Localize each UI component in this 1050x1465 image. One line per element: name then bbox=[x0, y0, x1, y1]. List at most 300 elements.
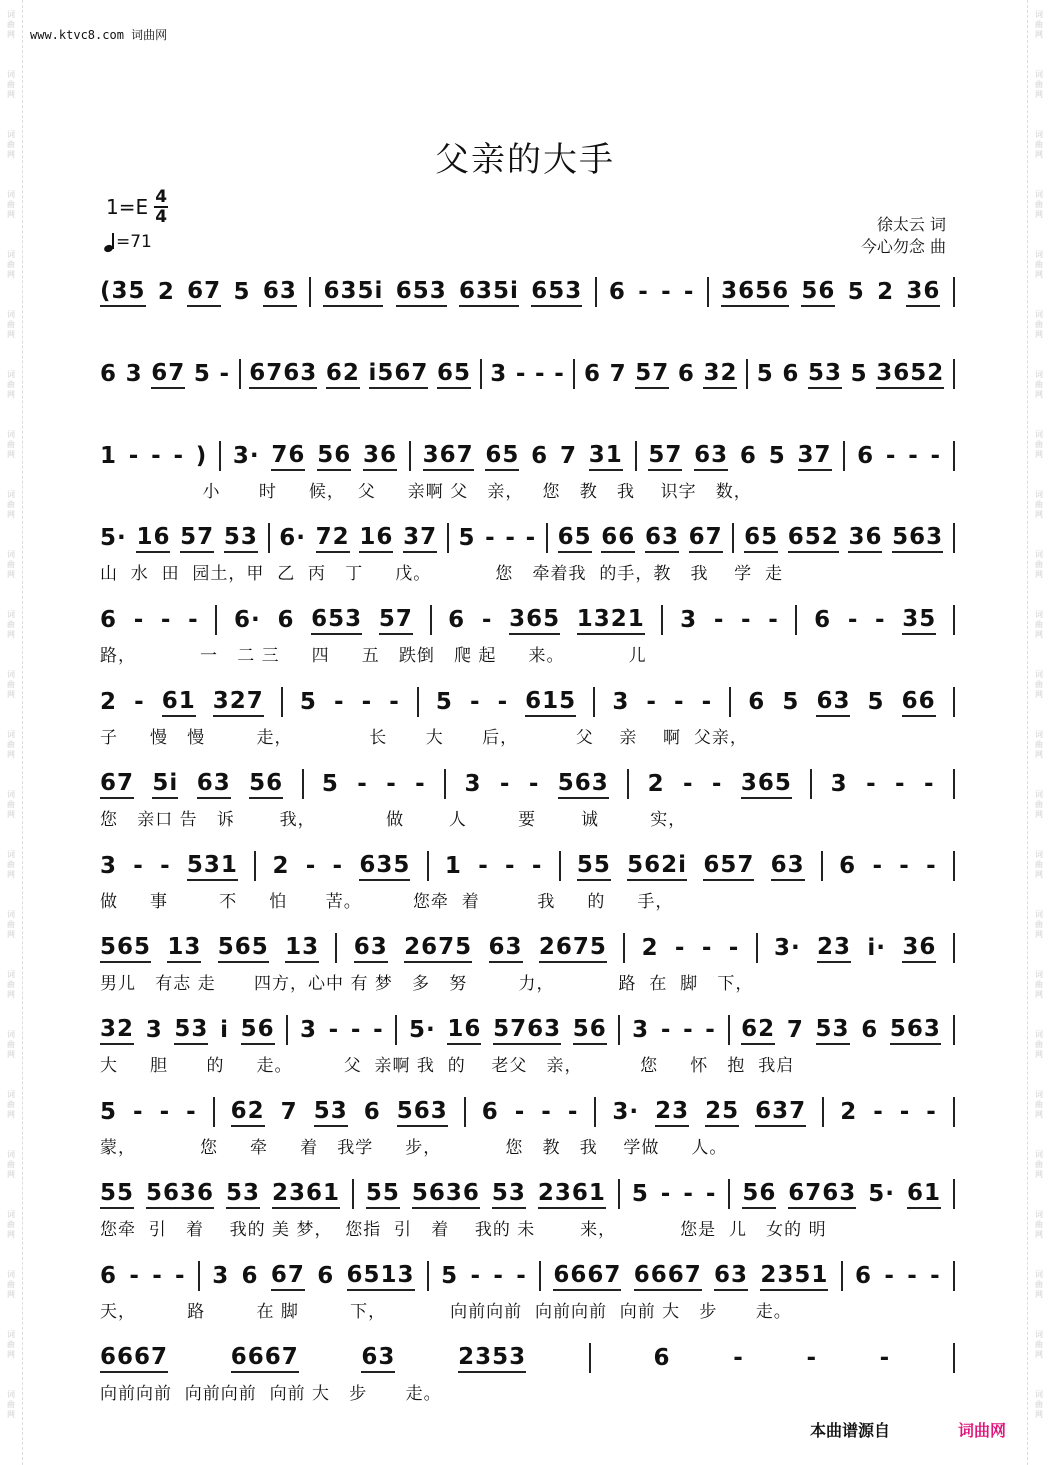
note-group: 67 bbox=[100, 770, 134, 799]
watermark-text: 词 曲 网 bbox=[1035, 910, 1043, 939]
bar-line bbox=[573, 359, 575, 389]
notation-line bbox=[100, 932, 955, 964]
note-group: - bbox=[895, 771, 906, 797]
score-row bbox=[100, 358, 955, 422]
bar-line bbox=[539, 1261, 541, 1291]
note-group: - bbox=[683, 279, 695, 305]
watermark-text: 词 曲 网 bbox=[1035, 550, 1043, 579]
note-group: - bbox=[333, 689, 345, 715]
lyric-line: 路， 一 二 三 四 五 跌倒 爬 起 来。 儿 bbox=[100, 646, 647, 666]
note-group: - bbox=[567, 1099, 579, 1125]
note-group: 61 bbox=[907, 1180, 941, 1209]
bar-line bbox=[953, 441, 955, 471]
note-group: 5636 bbox=[146, 1180, 214, 1209]
note-group: 23 bbox=[655, 1098, 689, 1127]
note-group: 5· bbox=[409, 1017, 436, 1043]
note-group: - bbox=[646, 689, 657, 715]
note-group: 63 bbox=[361, 1344, 395, 1373]
watermark-text: 词 曲 网 bbox=[7, 1030, 15, 1059]
note-group: 365 bbox=[741, 770, 792, 799]
note-group: - bbox=[884, 1263, 895, 1289]
score-row bbox=[100, 686, 955, 750]
note-group: 57 bbox=[635, 360, 669, 389]
note-group: 13 bbox=[285, 934, 319, 963]
note-group: 5· bbox=[868, 1181, 896, 1207]
note-group: 637 bbox=[755, 1098, 806, 1127]
note-group: 6 bbox=[531, 443, 549, 469]
note-group: 2 bbox=[272, 853, 290, 879]
note-group: - bbox=[129, 1263, 140, 1289]
lyric-line: 做 事 不 怕 苦。 您牵 着 我 的 手， bbox=[100, 892, 674, 912]
note-group: - bbox=[159, 1099, 171, 1125]
watermark-text: 词 曲 网 bbox=[1035, 730, 1043, 759]
note-group: - bbox=[499, 771, 511, 797]
footer-source-label: 本曲谱源自 bbox=[810, 1421, 891, 1440]
note-group: 67 bbox=[271, 1262, 305, 1291]
note-group: - bbox=[389, 689, 400, 715]
note-group: 67 bbox=[689, 524, 723, 553]
note-group: 5 bbox=[867, 689, 885, 715]
bar-line bbox=[618, 1179, 620, 1209]
bar-line bbox=[821, 851, 823, 881]
note-group: 65 bbox=[485, 442, 519, 471]
note-group: 6 bbox=[583, 361, 601, 387]
bar-line bbox=[953, 851, 955, 881]
lyric-line bbox=[100, 398, 955, 422]
bar-line bbox=[430, 605, 432, 635]
bar-line bbox=[732, 523, 734, 553]
note-group: 1 bbox=[100, 443, 118, 469]
note-group: 5 bbox=[321, 771, 339, 797]
note-group: 2 bbox=[840, 1099, 858, 1125]
note-group: 6667 bbox=[231, 1344, 299, 1373]
bar-line bbox=[444, 769, 446, 799]
note-group: - bbox=[152, 1263, 163, 1289]
note-group: 7 bbox=[609, 361, 627, 387]
note-group: 3 bbox=[632, 1017, 650, 1043]
note-group: 6 bbox=[363, 1099, 381, 1125]
note-group: 3 bbox=[299, 1017, 317, 1043]
bar-line bbox=[746, 359, 748, 389]
bar-line bbox=[953, 1097, 955, 1127]
watermark-text: 词 曲 网 bbox=[1035, 310, 1043, 339]
note-group: 66 bbox=[902, 688, 936, 717]
note-group: 63 bbox=[197, 770, 231, 799]
note-group: 5 bbox=[847, 279, 865, 305]
watermark-text: 词 曲 网 bbox=[7, 910, 15, 939]
note-group: 6 bbox=[277, 607, 295, 633]
bar-line bbox=[268, 523, 270, 553]
time-signature bbox=[154, 188, 168, 226]
bar-line bbox=[953, 277, 955, 307]
note-group: - bbox=[872, 853, 883, 879]
watermark-text: 词 曲 网 bbox=[1035, 70, 1043, 99]
note-group: - bbox=[134, 689, 145, 715]
note-group: 3 bbox=[464, 771, 482, 797]
bar-line bbox=[219, 441, 221, 471]
note-group: 653 bbox=[531, 278, 582, 307]
note-group: - bbox=[674, 689, 685, 715]
note-group: - bbox=[373, 1017, 384, 1043]
note-group: 32 bbox=[703, 360, 737, 389]
note-group: 5 bbox=[435, 689, 453, 715]
note-group: 562i bbox=[627, 852, 687, 881]
note-group: 327 bbox=[213, 688, 264, 717]
lyric-line: 向前向前 向前向前 向前 大 步 走。 bbox=[100, 1384, 442, 1404]
note-group: - bbox=[711, 771, 723, 797]
note-group: 2 bbox=[641, 935, 659, 961]
notation-line bbox=[100, 276, 955, 308]
bar-line bbox=[546, 523, 548, 553]
bar-line bbox=[595, 277, 597, 307]
bar-line bbox=[593, 687, 595, 717]
note-group: 5 bbox=[768, 443, 786, 469]
note-group: 1 bbox=[444, 853, 462, 879]
note-group: 62 bbox=[741, 1016, 775, 1045]
note-group: - bbox=[683, 1017, 694, 1043]
bar-line bbox=[594, 1097, 596, 1127]
note-group: - bbox=[505, 853, 516, 879]
note-group: 2675 bbox=[404, 934, 472, 963]
score-row bbox=[100, 1260, 955, 1324]
note-group: 53 bbox=[226, 1180, 260, 1209]
note-group: 37 bbox=[403, 524, 437, 553]
notation-line bbox=[100, 440, 955, 472]
note-group: 6763 bbox=[249, 360, 317, 389]
bar-line bbox=[953, 359, 955, 389]
watermark-text: 词 曲 网 bbox=[1035, 1150, 1043, 1179]
bar-line bbox=[841, 1261, 843, 1291]
note-group: 65 bbox=[558, 524, 592, 553]
note-group: - bbox=[535, 361, 546, 387]
note-group: 565 bbox=[218, 934, 269, 963]
note-group: - bbox=[660, 1017, 672, 1043]
bar-line bbox=[215, 605, 217, 635]
right-watermark-strip bbox=[1027, 0, 1050, 1465]
note-group: 3 bbox=[612, 689, 630, 715]
note-group: - bbox=[357, 771, 368, 797]
note-group: 62 bbox=[326, 360, 360, 389]
note-group: - bbox=[806, 1345, 817, 1371]
note-group: 6 bbox=[677, 361, 695, 387]
note-group: 5i bbox=[152, 770, 178, 799]
note-group: 61 bbox=[162, 688, 196, 717]
note-group: i· bbox=[867, 935, 887, 961]
lyric-line: 子 慢 慢 走， 长 大 后， 父 亲 啊 父亲， bbox=[100, 728, 748, 748]
note-group: 6 bbox=[100, 1263, 118, 1289]
note-group: 36 bbox=[848, 524, 882, 553]
note-group: 53 bbox=[224, 524, 258, 553]
note-group: 6 bbox=[241, 1263, 259, 1289]
note-group: 6 bbox=[855, 1263, 873, 1289]
lyric-line: 男儿 有志 走 四方，心中 有 梦 多 努 力， 路 在 脚 下， bbox=[100, 974, 754, 994]
note-group: 53 bbox=[314, 1098, 348, 1127]
note-group: - bbox=[908, 443, 919, 469]
note-group: - bbox=[328, 1017, 340, 1043]
notation-line bbox=[100, 768, 955, 800]
note-group: 6 bbox=[814, 607, 832, 633]
note-group: 57 bbox=[379, 606, 413, 635]
note-group: - bbox=[674, 935, 686, 961]
bar-line bbox=[953, 1015, 955, 1045]
note-group: 3 bbox=[212, 1263, 230, 1289]
note-group: 67 bbox=[187, 278, 221, 307]
bar-line bbox=[953, 605, 955, 635]
note-group: 652 bbox=[788, 524, 839, 553]
score-row bbox=[100, 1014, 955, 1078]
time-signature-top: 4 bbox=[155, 187, 168, 207]
note-group: 3 bbox=[100, 853, 118, 879]
notation-line bbox=[100, 850, 955, 882]
note-group: 6 bbox=[739, 443, 757, 469]
note-group: 365 bbox=[509, 606, 560, 635]
note-group: 63 bbox=[489, 934, 523, 963]
note-group: - bbox=[133, 1099, 144, 1125]
note-group: - bbox=[514, 1099, 526, 1125]
note-group: - bbox=[133, 853, 144, 879]
time-signature-bottom: 4 bbox=[155, 207, 168, 227]
note-group: 5 bbox=[458, 525, 476, 551]
watermark-text: 词 曲 网 bbox=[7, 490, 15, 519]
watermark-text: 词 曲 网 bbox=[1035, 490, 1043, 519]
note-group: 6667 bbox=[100, 1344, 168, 1373]
note-group: 3 bbox=[145, 1017, 163, 1043]
score-row bbox=[100, 850, 955, 914]
note-group: 23 bbox=[817, 934, 851, 963]
bar-line bbox=[953, 1343, 955, 1373]
note-group: 53 bbox=[174, 1016, 208, 1045]
note-group: 56 bbox=[742, 1180, 776, 1209]
notation-line bbox=[100, 1096, 955, 1128]
bar-line bbox=[464, 1097, 466, 1127]
bar-line bbox=[480, 359, 482, 389]
score-row bbox=[100, 276, 955, 340]
note-group: 6 bbox=[317, 1263, 335, 1289]
bar-line bbox=[953, 1179, 955, 1209]
bar-line bbox=[309, 277, 311, 307]
note-group: 2 bbox=[877, 279, 895, 305]
note-group: - bbox=[899, 853, 910, 879]
note-group: - bbox=[926, 1099, 937, 1125]
note-group: 563 bbox=[890, 1016, 941, 1045]
watermark-text: 词 曲 网 bbox=[7, 190, 15, 219]
watermark-text: 词 曲 网 bbox=[1035, 10, 1043, 39]
note-group: 6· bbox=[234, 607, 261, 633]
note-group: 6 bbox=[782, 361, 800, 387]
bar-line bbox=[427, 1261, 429, 1291]
note-group: 615 bbox=[525, 688, 576, 717]
watermark-text: 词 曲 网 bbox=[7, 550, 15, 579]
note-group: - bbox=[847, 607, 859, 633]
watermark-text: 词 曲 网 bbox=[7, 250, 15, 279]
note-group: - bbox=[160, 607, 172, 633]
bar-line bbox=[661, 605, 663, 635]
bar-line bbox=[239, 359, 241, 389]
bar-line bbox=[728, 1015, 730, 1045]
watermark-text: 词 曲 网 bbox=[7, 850, 15, 879]
bar-line bbox=[953, 523, 955, 553]
note-group: 36 bbox=[902, 934, 936, 963]
watermark-text: 词 曲 网 bbox=[1035, 1210, 1043, 1239]
watermark-text: 词 曲 网 bbox=[7, 730, 15, 759]
bar-line bbox=[795, 605, 797, 635]
note-group: 63 bbox=[771, 852, 805, 881]
note-group: 2361 bbox=[538, 1180, 606, 1209]
watermark-text: 词 曲 网 bbox=[1035, 1390, 1043, 1419]
score-row bbox=[100, 1096, 955, 1160]
watermark-text: 词 曲 网 bbox=[1035, 1030, 1043, 1059]
lyric-line: 小 时 候， 父 亲啊 父 亲， 您 教 我 识字 数， bbox=[100, 482, 752, 502]
tempo-value: =71 bbox=[116, 232, 152, 252]
note-group: - bbox=[768, 607, 779, 633]
note-group: - bbox=[528, 771, 540, 797]
note-group: - bbox=[332, 853, 344, 879]
note-group: - bbox=[188, 607, 199, 633]
score-row bbox=[100, 1342, 955, 1406]
watermark-text: 词 曲 网 bbox=[1035, 190, 1043, 219]
note-group: 6 bbox=[481, 1099, 499, 1125]
note-group: - bbox=[926, 853, 937, 879]
note-group: 5 bbox=[631, 1181, 649, 1207]
bar-line bbox=[618, 1015, 620, 1045]
note-group: 66 bbox=[601, 524, 635, 553]
bar-line bbox=[335, 933, 337, 963]
bar-line bbox=[213, 1097, 215, 1127]
note-group: 563 bbox=[892, 524, 943, 553]
watermark-text: 词 曲 网 bbox=[7, 610, 15, 639]
bar-line bbox=[623, 933, 625, 963]
note-group: 6 bbox=[857, 443, 875, 469]
note-group: 67 bbox=[151, 360, 185, 389]
watermark-text: 词 曲 网 bbox=[1035, 370, 1043, 399]
note-group: 6 bbox=[100, 361, 118, 387]
note-group: - bbox=[531, 853, 543, 879]
note-group: 57 bbox=[648, 442, 682, 471]
note-group: 56 bbox=[573, 1016, 607, 1045]
bar-line bbox=[281, 687, 283, 717]
watermark-text: 词 曲 网 bbox=[7, 1090, 15, 1119]
lyric-line: 您 亲口 告 诉 我， 做 人 要 诚 实， bbox=[100, 810, 687, 830]
note-group: 563 bbox=[397, 1098, 448, 1127]
watermark-text: 词 曲 网 bbox=[7, 1330, 15, 1359]
bar-line bbox=[728, 1179, 730, 1209]
note-group: - bbox=[173, 443, 184, 469]
note-group: 13 bbox=[167, 934, 201, 963]
note-group: 5 bbox=[233, 279, 251, 305]
note-group: 3 bbox=[680, 607, 698, 633]
bar-line bbox=[447, 523, 449, 553]
lyricist-credit: 徐太云 词 bbox=[876, 215, 946, 234]
watermark-text: 词 曲 网 bbox=[1035, 850, 1043, 879]
note-group: 6667 bbox=[634, 1262, 702, 1291]
footer-brand: 词曲网 bbox=[958, 1421, 1007, 1440]
lyric-line bbox=[100, 316, 955, 340]
note-group: 55 bbox=[577, 852, 611, 881]
note-group: - bbox=[151, 443, 162, 469]
note-group: 5 bbox=[100, 1099, 118, 1125]
note-group: (35 bbox=[100, 278, 146, 307]
note-group: 72 bbox=[316, 524, 350, 553]
score-row bbox=[100, 522, 955, 586]
note-group: 57 bbox=[180, 524, 214, 553]
note-group: i567 bbox=[369, 360, 429, 389]
note-group: 6 bbox=[100, 607, 118, 633]
note-group: - bbox=[923, 771, 935, 797]
note-group: 16 bbox=[359, 524, 393, 553]
note-group: 37 bbox=[798, 442, 832, 471]
watermark-text: 词 曲 网 bbox=[7, 70, 15, 99]
watermark-text: 词 曲 网 bbox=[1035, 1270, 1043, 1299]
note-group: - bbox=[415, 771, 426, 797]
watermark-text: 词 曲 网 bbox=[7, 430, 15, 459]
lyric-line: 大 胆 的 走。 父 亲啊 我 的 老父 亲， 您 怀 抱 我启 bbox=[100, 1056, 795, 1076]
note-group: - bbox=[866, 771, 877, 797]
bar-line bbox=[409, 441, 411, 471]
note-group: 3 bbox=[830, 771, 848, 797]
note-group: 6 bbox=[748, 689, 766, 715]
note-group: 3652 bbox=[876, 360, 944, 389]
notation-line bbox=[100, 1342, 955, 1374]
note-group: - bbox=[515, 361, 527, 387]
note-group: - bbox=[481, 607, 493, 633]
notation-line bbox=[100, 1014, 955, 1046]
note-group: 367 bbox=[423, 442, 474, 471]
note-group: 635i bbox=[459, 278, 519, 307]
bar-line bbox=[729, 687, 731, 717]
note-group: 3 bbox=[490, 361, 508, 387]
note-group: ) bbox=[195, 443, 208, 469]
note-group: - bbox=[930, 443, 942, 469]
note-group: 565 bbox=[100, 934, 151, 963]
note-group: 653 bbox=[311, 606, 362, 635]
bar-line bbox=[953, 769, 955, 799]
note-group: 5763 bbox=[493, 1016, 561, 1045]
note-group: 63 bbox=[816, 688, 850, 717]
note-group: 53 bbox=[492, 1180, 526, 1209]
notation-line bbox=[100, 604, 955, 636]
watermark-text: 词 曲 网 bbox=[7, 970, 15, 999]
note-group: 63 bbox=[354, 934, 388, 963]
note-group: 6 bbox=[448, 607, 466, 633]
note-group: - bbox=[661, 279, 672, 305]
note-group: - bbox=[361, 689, 373, 715]
note-group: - bbox=[875, 607, 886, 633]
left-watermark-strip bbox=[0, 0, 23, 1465]
bar-line bbox=[198, 1261, 200, 1291]
watermark-text: 词 曲 网 bbox=[1035, 130, 1043, 159]
note-group: 3656 bbox=[721, 278, 789, 307]
note-group: - bbox=[219, 361, 231, 387]
note-group: 6 bbox=[653, 1345, 671, 1371]
note-group: - bbox=[516, 1263, 527, 1289]
key-signature bbox=[106, 188, 168, 226]
note-group: 635 bbox=[359, 852, 410, 881]
watermark-text: 词 曲 网 bbox=[1035, 1330, 1043, 1359]
note-group: - bbox=[525, 525, 537, 551]
bar-line bbox=[953, 687, 955, 717]
note-group: 2361 bbox=[272, 1180, 340, 1209]
watermark-text: 词 曲 网 bbox=[7, 370, 15, 399]
note-group: - bbox=[741, 607, 752, 633]
note-group: - bbox=[554, 361, 565, 387]
note-group: 5 bbox=[782, 689, 800, 715]
notation-line bbox=[100, 686, 955, 718]
note-group: - bbox=[683, 1181, 694, 1207]
note-group: - bbox=[885, 443, 897, 469]
note-group: 5· bbox=[100, 525, 127, 551]
watermark-text: 词 曲 网 bbox=[7, 1270, 15, 1299]
note-group: 36 bbox=[906, 278, 940, 307]
